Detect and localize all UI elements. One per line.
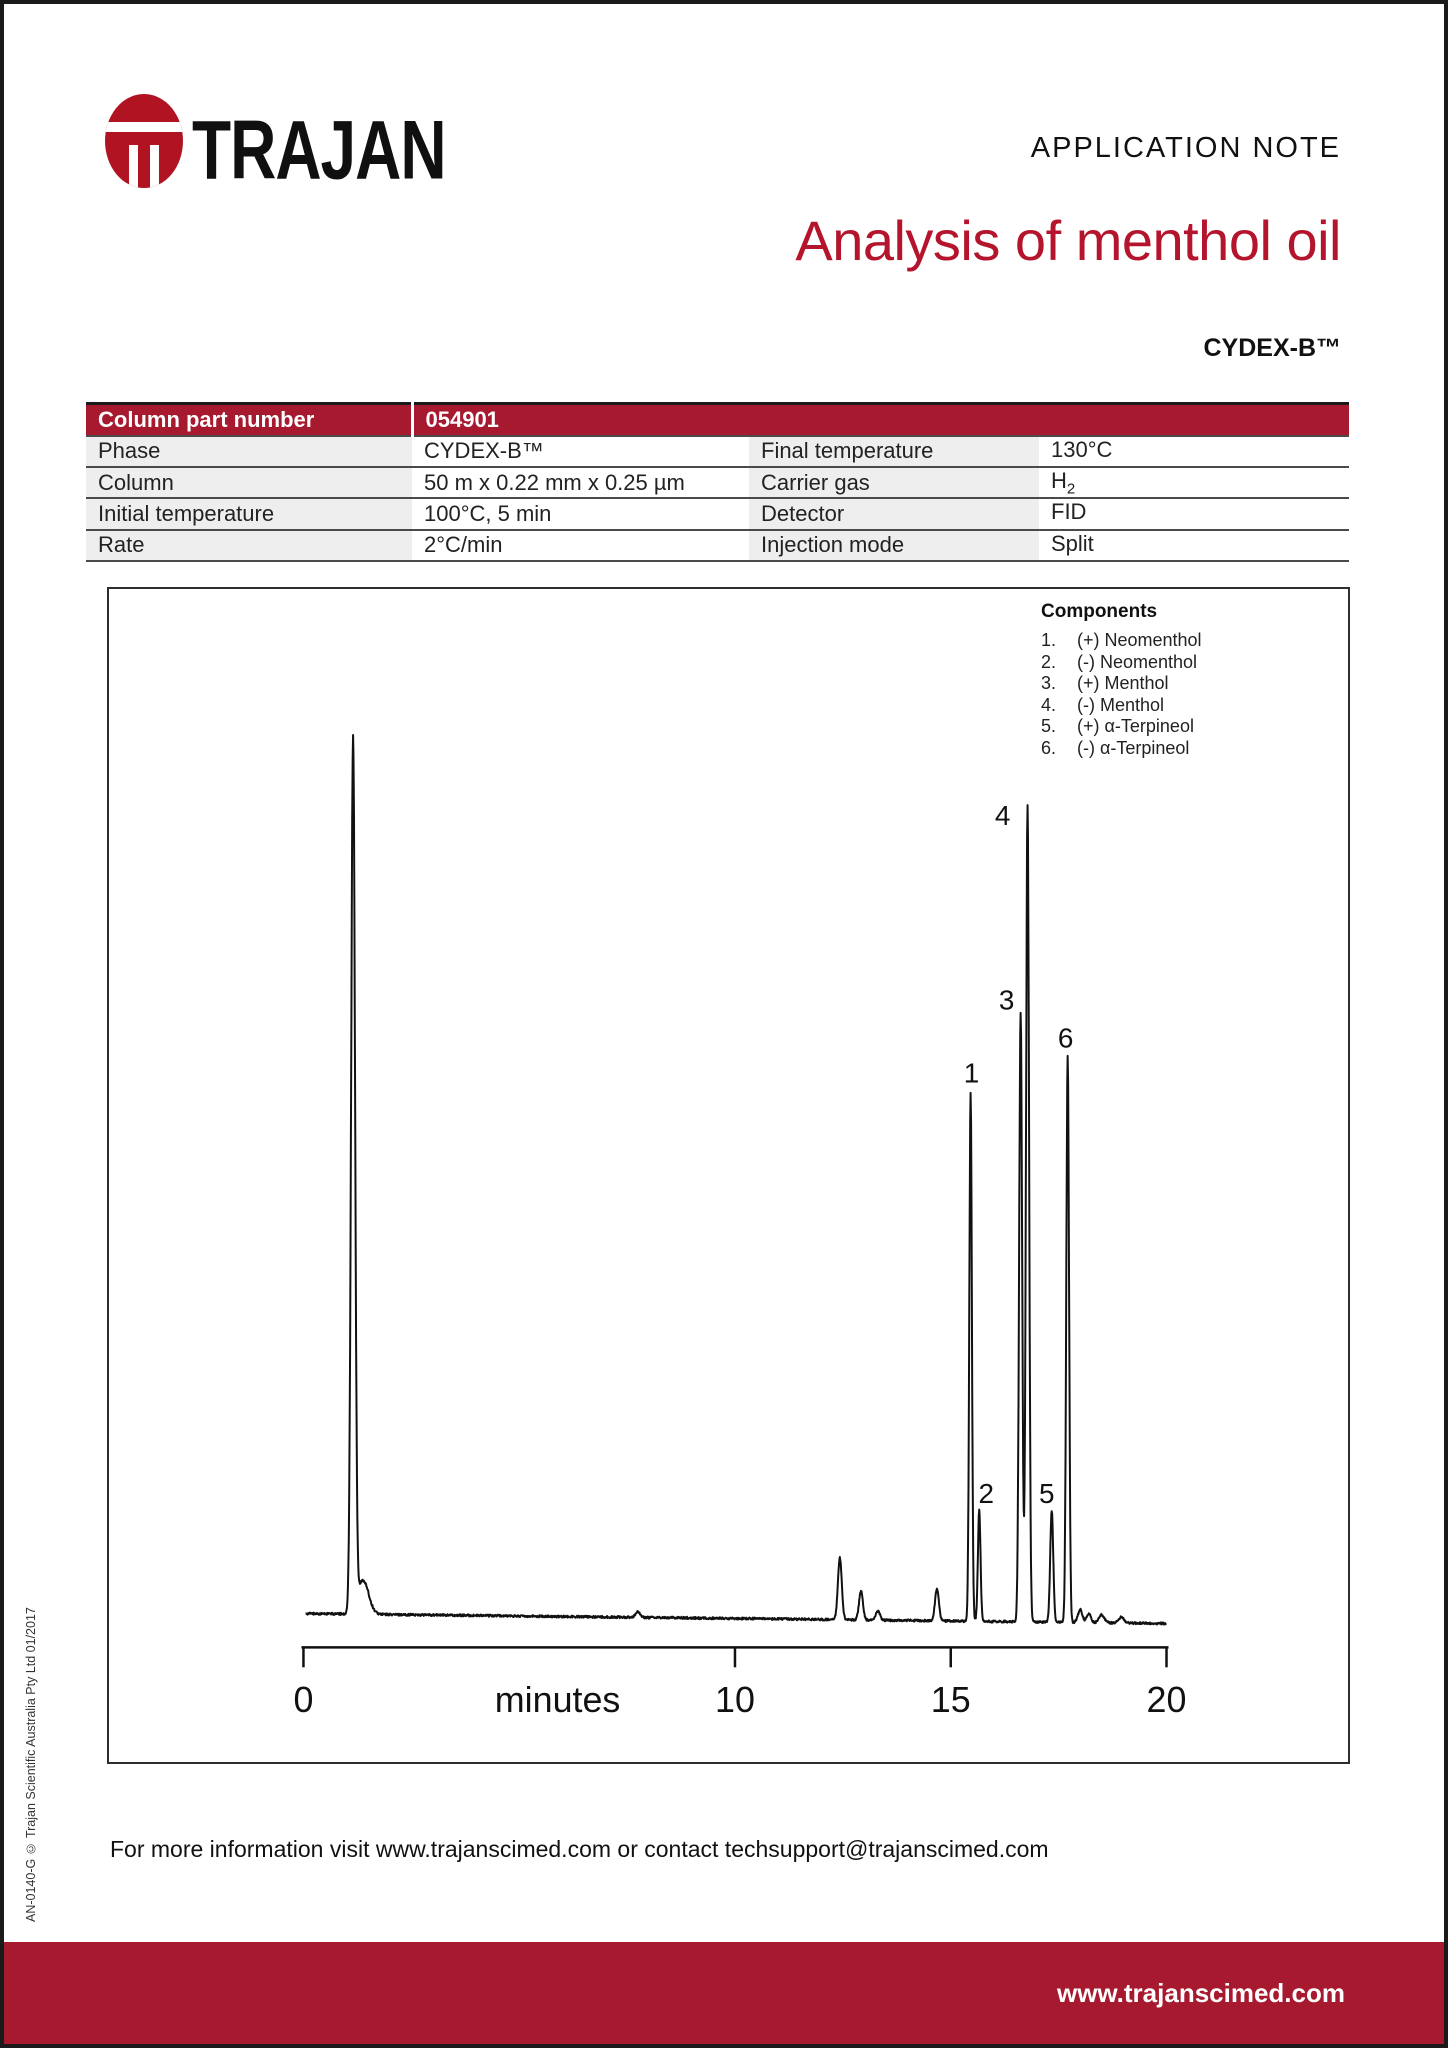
peak-label-5: 5 [1038,1477,1055,1509]
page-title: Analysis of menthol oil [795,209,1341,272]
footer-url: www.trajanscimed.com [1056,1977,1345,2008]
footer-bar [4,1942,1444,2044]
row-value: Split [1039,530,1349,561]
trajan-logo-icon [105,94,183,188]
row-label: Detector [749,498,1039,529]
header-label: Column part number [86,404,412,436]
row-label: Carrier gas [749,467,1039,498]
legend-item: 5. (+) α-Terpineol [1041,716,1194,736]
logo-disc [105,94,183,188]
legend-item: 2. (-) Neomenthol [1041,651,1198,672]
x-tick-label: 0 [293,1680,314,1721]
table-row [86,530,1349,561]
table-row [86,498,1349,529]
row-value: 50 m x 0.22 mm x 0.25 µm [412,467,749,498]
legend-title: Components [1041,601,1158,622]
x-tick-label: 20 [1146,1680,1187,1721]
peak-label-3: 3 [998,984,1015,1016]
table-row [86,436,1349,467]
x-axis [293,1647,1186,1720]
row-label: Column [86,467,412,498]
row-value: 130°C [1039,436,1349,467]
product-name: CYDEX-B™ [1203,334,1341,362]
chromatogram-trace [306,735,1167,1624]
row-label: Initial temperature [86,498,412,529]
specs-table [86,402,1349,562]
legend-item: 3. (+) Menthol [1041,673,1169,693]
header-value: 054901 [412,404,749,436]
peak-label-6: 6 [1057,1022,1074,1054]
row-value: 100°C, 5 min [412,498,749,529]
chromatogram-svg [109,589,1348,1762]
legend-item: 1. (+) Neomenthol [1041,630,1202,650]
document-reference: AN-0140-G © Trajan Scientific Australia Pty Ltd 01/2017 [24,1607,38,1922]
row-value: 2°C/min [412,530,749,561]
peak-label-2: 2 [978,1477,994,1509]
row-value: CYDEX-B™ [412,436,749,467]
trace-group [306,735,1167,1624]
components-legend [1041,601,1341,759]
x-axis-label: minutes [494,1680,621,1721]
doc-type-label: APPLICATION NOTE [1030,132,1341,164]
row-label: Phase [86,436,412,467]
legend-item: 6. (-) α-Terpineol [1041,737,1190,758]
row-label: Injection mode [749,530,1039,561]
row-label: Rate [86,530,412,561]
x-tick-label: 15 [930,1680,971,1721]
row-value: $H_2$ [1039,467,1349,498]
peak-label-1: 1 [963,1057,980,1089]
row-value: FID [1039,498,1349,529]
chromatogram-panel [107,587,1350,1764]
footer-info-text: For more information visit www.trajanscimed.com or contact techsupport@trajanscimed.com [110,1836,1049,1862]
peak-label-4: 4 [994,800,1011,832]
table-header-row [86,404,1349,436]
table-row [86,467,1349,498]
legend-item: 4. (-) Menthol [1041,694,1165,715]
x-tick-label: 10 [715,1680,755,1721]
brand-wordmark: TRAJAN [192,103,446,197]
row-label: Final temperature [749,436,1039,467]
